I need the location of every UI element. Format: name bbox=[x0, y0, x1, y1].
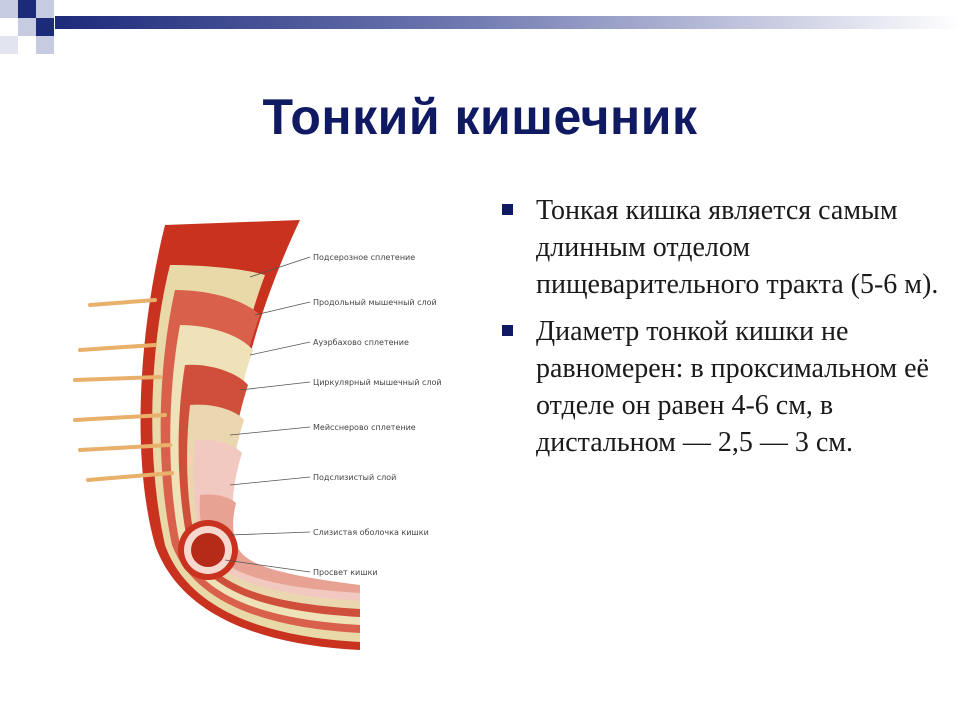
bullet-text: Тонкая кишка является самым длинным отделом пищеварительного тракта (5-6 м). bbox=[536, 195, 939, 300]
label-lumen: Просвет кишки bbox=[313, 568, 378, 577]
label-auerbach-plexus: Ауэрбахово сплетение bbox=[313, 338, 409, 347]
intestine-wall-diagram bbox=[60, 205, 460, 650]
square-bullet-icon bbox=[502, 325, 513, 336]
label-longitudinal-muscle: Продольный мышечный слой bbox=[313, 298, 437, 307]
label-mucosa: Слизистая оболочка кишки bbox=[313, 528, 429, 537]
label-circular-muscle: Циркулярный мышечный слой bbox=[313, 378, 442, 387]
bullet-item bbox=[500, 192, 940, 303]
label-meissner-plexus: Мейсснерово сплетение bbox=[313, 423, 416, 432]
slide-title: Тонкий кишечник bbox=[262, 89, 698, 145]
bullet-text: Диаметр тонкой кишки не равномерен: в проксимальном её отделе он равен 4-6 см, в дистальном — 2,5 — 3 см. bbox=[536, 316, 929, 458]
label-submucosa: Подслизистый слой bbox=[313, 473, 397, 482]
header-decoration bbox=[0, 0, 960, 60]
intestinal-lumen bbox=[178, 520, 238, 580]
square-bullet-icon bbox=[502, 204, 513, 215]
label-subserosal-plexus: Подсерозное сплетение bbox=[313, 253, 416, 262]
bullet-item bbox=[500, 313, 940, 461]
bullet-list bbox=[500, 192, 940, 471]
